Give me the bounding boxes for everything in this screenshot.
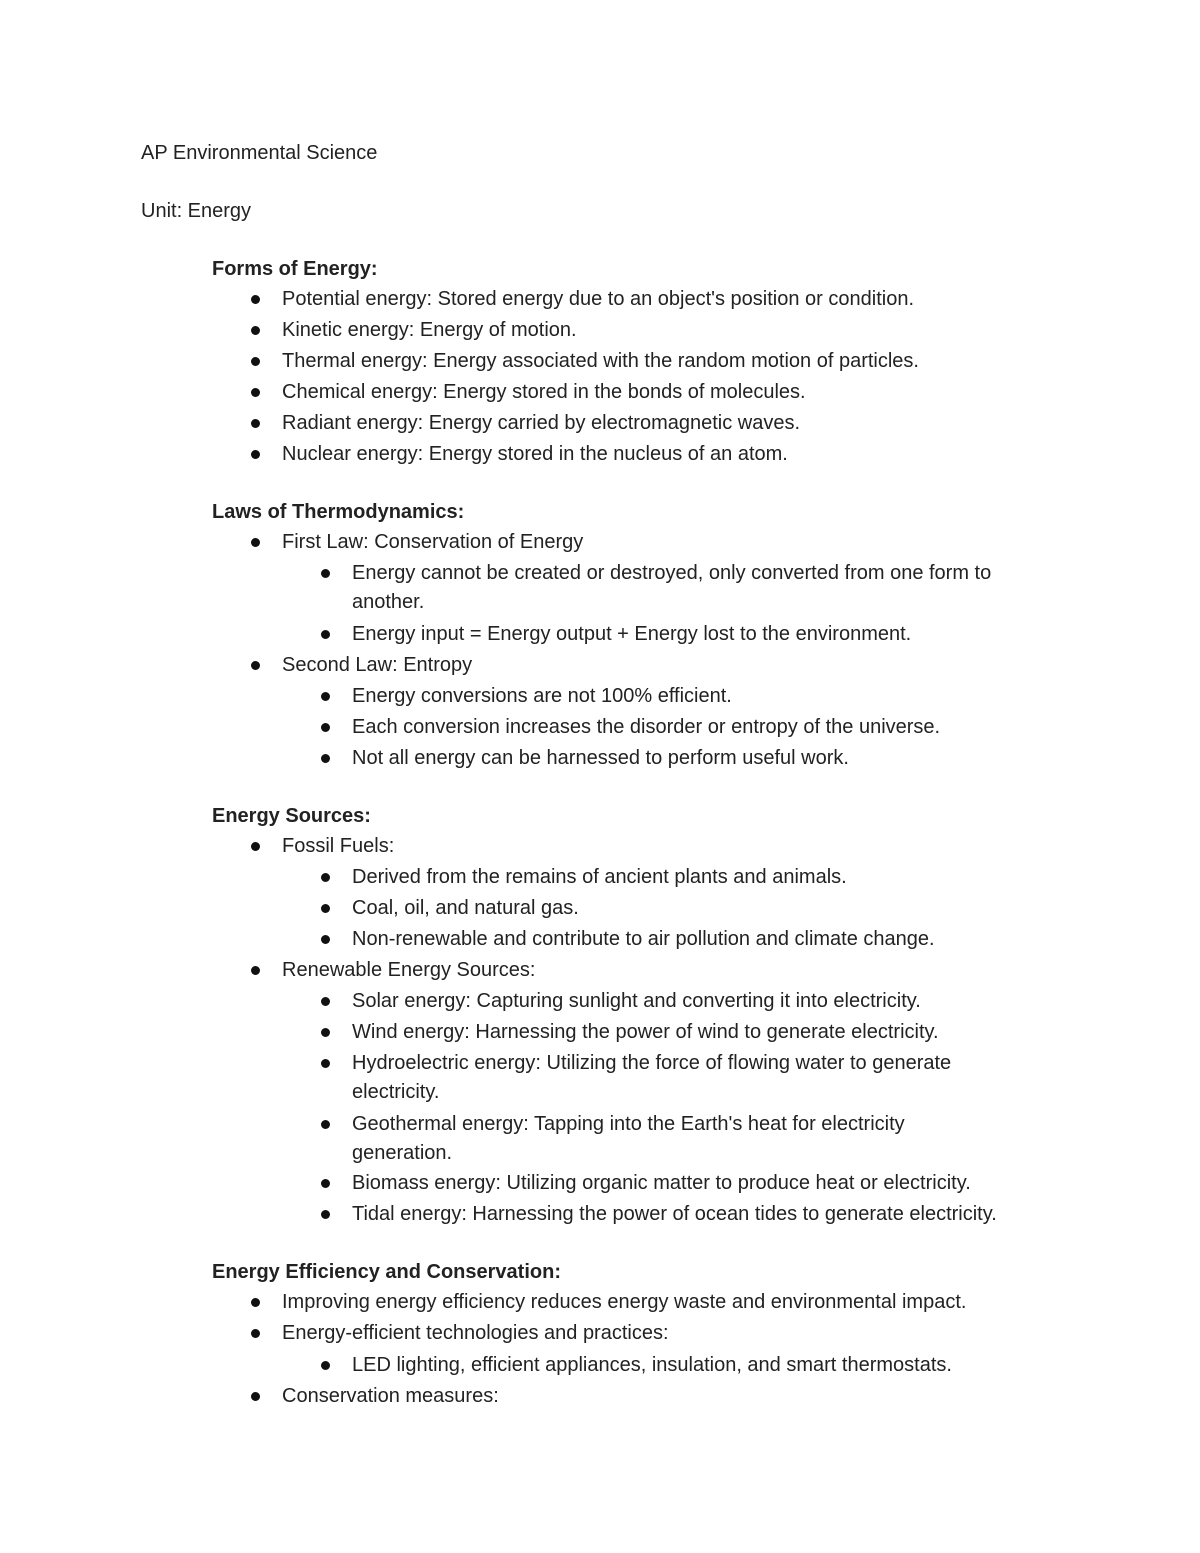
bullet-icon <box>321 1059 330 1068</box>
list-item: Energy conversions are not 100% efficient. <box>352 682 732 711</box>
list-item-continuation: another. <box>352 591 425 613</box>
list-item: Geothermal energy: Tapping into the Earth's heat for electricity <box>352 1110 905 1139</box>
bullet-icon <box>251 1392 260 1401</box>
list-item: Solar energy: Capturing sunlight and converting it into electricity. <box>352 987 921 1016</box>
bullet-icon <box>321 997 330 1006</box>
bullet-icon <box>251 966 260 975</box>
bullet-icon <box>251 538 260 547</box>
bullet-icon <box>251 1298 260 1307</box>
list-item: Chemical energy: Energy stored in the bonds of molecules. <box>282 378 806 407</box>
list-item: Hydroelectric energy: Utilizing the force of flowing water to generate <box>352 1049 951 1078</box>
bullet-icon <box>251 419 260 428</box>
bullet-icon <box>321 935 330 944</box>
list-item: Energy cannot be created or destroyed, only converted from one form to <box>352 559 991 588</box>
unit-label: Unit: Energy <box>141 200 252 222</box>
list-item: Radiant energy: Energy carried by electromagnetic waves. <box>282 409 800 438</box>
list-item: Non-renewable and contribute to air pollution and climate change. <box>352 925 935 954</box>
list-item: Energy-efficient technologies and practices: <box>282 1319 669 1348</box>
list-item: Biomass energy: Utilizing organic matter to produce heat or electricity. <box>352 1169 971 1198</box>
list-item: Renewable Energy Sources: <box>282 956 535 985</box>
bullet-icon <box>251 661 260 670</box>
list-item: Tidal energy: Harnessing the power of ocean tides to generate electricity. <box>352 1200 997 1229</box>
section-heading-energy-efficiency: Energy Efficiency and Conservation: <box>212 1261 561 1283</box>
section-heading-laws-of-thermodynamics: Laws of Thermodynamics: <box>212 501 465 523</box>
section-heading-energy-sources: Energy Sources: <box>212 805 371 827</box>
bullet-icon <box>321 754 330 763</box>
bullet-icon <box>251 388 260 397</box>
list-item: Kinetic energy: Energy of motion. <box>282 316 577 345</box>
list-item: LED lighting, efficient appliances, insulation, and smart thermostats. <box>352 1351 952 1380</box>
list-item: Derived from the remains of ancient plants and animals. <box>352 863 847 892</box>
list-item: Wind energy: Harnessing the power of wind to generate electricity. <box>352 1018 939 1047</box>
bullet-icon <box>321 1179 330 1188</box>
section-heading-forms-of-energy: Forms of Energy: <box>212 258 378 280</box>
list-item: Energy input = Energy output + Energy lost to the environment. <box>352 620 911 649</box>
bullet-icon <box>321 630 330 639</box>
bullet-icon <box>251 1329 260 1338</box>
bullet-icon <box>321 1120 330 1129</box>
bullet-icon <box>321 569 330 578</box>
list-item: Fossil Fuels: <box>282 832 394 861</box>
bullet-icon <box>251 842 260 851</box>
list-item: Conservation measures: <box>282 1382 499 1411</box>
list-item: Improving energy efficiency reduces energy waste and environmental impact. <box>282 1288 966 1317</box>
list-item-continuation: electricity. <box>352 1081 440 1103</box>
bullet-icon <box>321 1361 330 1370</box>
list-item-continuation: generation. <box>352 1142 453 1164</box>
list-item: Not all energy can be harnessed to perform useful work. <box>352 744 849 773</box>
bullet-icon <box>321 904 330 913</box>
list-item: Second Law: Entropy <box>282 651 472 680</box>
bullet-icon <box>321 873 330 882</box>
list-item: Each conversion increases the disorder or entropy of the universe. <box>352 713 940 742</box>
list-item: Nuclear energy: Energy stored in the nucleus of an atom. <box>282 440 788 469</box>
list-item: Potential energy: Stored energy due to an object's position or condition. <box>282 285 914 314</box>
bullet-icon <box>251 295 260 304</box>
document-title: AP Environmental Science <box>141 142 378 164</box>
bullet-icon <box>321 723 330 732</box>
bullet-icon <box>321 1028 330 1037</box>
bullet-icon <box>251 357 260 366</box>
list-item: Coal, oil, and natural gas. <box>352 894 579 923</box>
bullet-icon <box>251 326 260 335</box>
list-item: First Law: Conservation of Energy <box>282 528 583 557</box>
bullet-icon <box>321 1210 330 1219</box>
list-item: Thermal energy: Energy associated with the random motion of particles. <box>282 347 919 376</box>
bullet-icon <box>251 450 260 459</box>
bullet-icon <box>321 692 330 701</box>
